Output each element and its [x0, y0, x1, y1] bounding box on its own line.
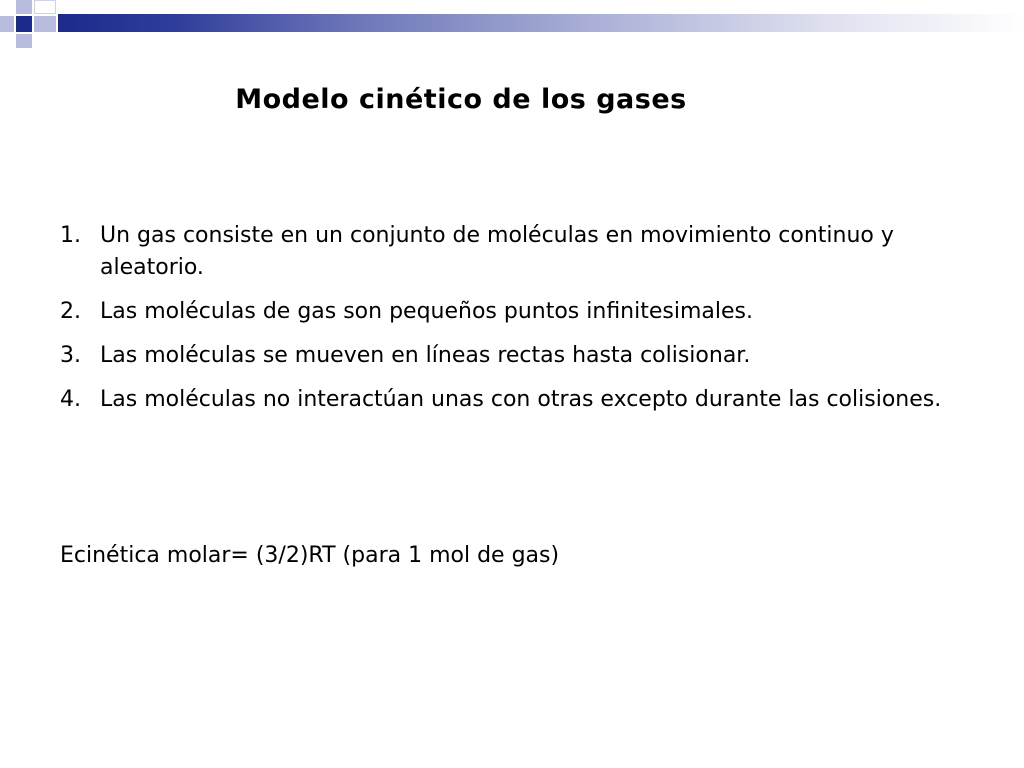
slide-title: Modelo cinético de los gases	[235, 84, 687, 115]
list-item-text: Las moléculas de gas son pequeños puntos infinitesimales.	[100, 299, 753, 324]
list-item-number: 2.	[60, 299, 81, 324]
kinetic-energy-formula: Ecinética molar= (3/2)RT (para 1 mol de gas)	[60, 543, 560, 568]
list-item-text: Las moléculas no interactúan unas con otras excepto durante las colisiones.	[100, 387, 942, 412]
deco-square	[34, 16, 56, 32]
list-item	[60, 384, 960, 416]
list-item-text: Las moléculas se mueven en líneas rectas hasta colisionar.	[100, 343, 751, 368]
deco-square	[16, 34, 32, 48]
list-item	[60, 340, 960, 372]
numbered-list	[60, 220, 960, 428]
list-item-number: 4.	[60, 387, 81, 412]
list-item	[60, 296, 960, 328]
list-item-number: 3.	[60, 343, 81, 368]
deco-square	[34, 0, 56, 14]
deco-square	[16, 0, 32, 14]
list-item	[60, 220, 960, 284]
gradient-bar	[58, 14, 1024, 32]
header-decoration	[0, 0, 1024, 60]
list-item-text: Un gas consiste en un conjunto de moléculas en movimiento continuo y aleatorio.	[100, 223, 894, 280]
deco-square	[16, 16, 32, 32]
deco-square	[0, 16, 14, 32]
deco-square	[34, 34, 56, 48]
deco-square	[0, 34, 14, 48]
list-item-number: 1.	[60, 223, 81, 248]
